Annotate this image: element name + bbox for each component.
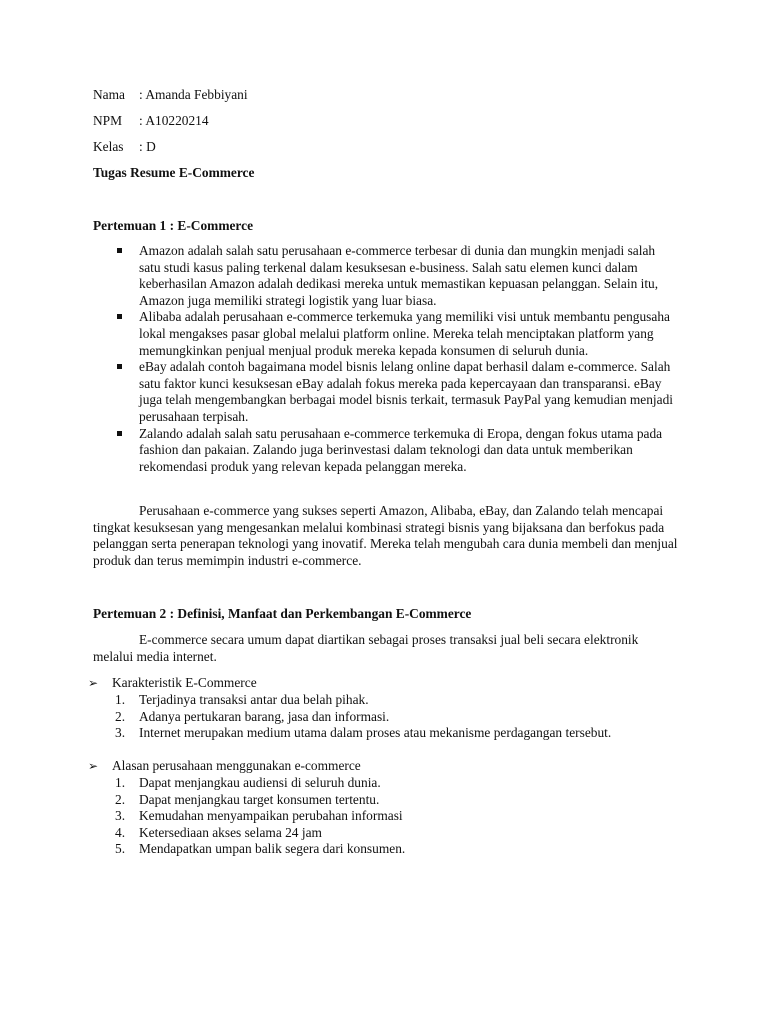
list-item: 1. Dapat menjangkau audiensi di seluruh dunia.: [115, 775, 381, 790]
square-bullet-icon: [117, 431, 122, 436]
section1-heading: Pertemuan 1 : E-Commerce: [93, 218, 254, 233]
section1-paragraph: Perusahaan e-commerce yang sukses seperti Amazon, Alibaba, eBay, dan Zalando telah mencapai tingkat kesuksesan yang mengesankan melalui kombinasi strategi bisnis yang bijaksana dan berfokus pada pelanggan serta penerapan teknologi yang inovatif. Mereka telah mengubah cara dunia membeli dan menjual produk dan terus memimpin industri e-commerce.: [93, 503, 678, 568]
square-bullet-icon: [117, 314, 122, 319]
npm-row: [93, 113, 209, 130]
npm-value: : A10220214: [139, 113, 209, 128]
list-item: 2. Adanya pertukaran barang, jasa dan informasi.: [115, 708, 390, 724]
section2-heading: Pertemuan 2 : Definisi, Manfaat dan Perkembangan E-Commerce: [93, 606, 472, 621]
list1-title: Karakteristik E-Commerce: [112, 675, 257, 690]
document-title: Tugas Resume E-Commerce: [93, 165, 255, 180]
section1-bullet-list: [139, 243, 679, 475]
list-item: Zalando adalah salah satu perusahaan e-commerce terkemuka di Eropa, dengan fokus utama pada fashion dan pakaian. Zalando juga berinvestasi dalam teknologi dan data untuk memberikan rekomendasi produk yang relevan kepada pelanggan mereka.: [139, 426, 679, 476]
list-item: 4. Ketersediaan akses selama 24 jam: [115, 824, 322, 840]
kelas-value: : D: [139, 139, 156, 154]
square-bullet-icon: [117, 248, 122, 253]
list-item: Alibaba adalah perusahaan e-commerce terkemuka yang memiliki visi untuk membantu pengusaha lokal mengakses pasar global melalui platform online. Mereka telah menciptakan platform yang memungkinkan penjual menjual produk mereka kepada konsumen di seluruh dunia.: [139, 309, 679, 359]
name-label: Nama: [93, 87, 125, 102]
list-item: 3. Kemudahan menyampaikan perubahan informasi: [115, 808, 403, 824]
square-bullet-icon: [117, 364, 122, 369]
name-value: : Amanda Febbiyani: [139, 87, 248, 102]
list-item: 3. Internet merupakan medium utama dalam proses atau mekanisme perdagangan tersebut.: [115, 725, 612, 741]
list-item: Amazon adalah salah satu perusahaan e-commerce terbesar di dunia dan mungkin menjadi salah satu studi kasus paling terkenal dalam kesuksesan e-business. Salah satu elemen kunci dalam keberhasilan Amazon adalah dedikasi mereka untuk memastikan kepuasan pelanggan. Selain itu, Amazon juga memiliki strategi logistik yang luar biasa.: [139, 243, 679, 309]
section2-paragraph: E-commerce secara umum dapat diartikan sebagai proses transaksi jual beli secara elektronik melalui media internet.: [93, 632, 639, 664]
kelas-label: Kelas: [93, 139, 124, 154]
arrow-bullet-icon: ➢: [88, 759, 99, 773]
list-item: 1. Terjadinya transaksi antar dua belah pihak.: [115, 692, 369, 707]
list2-title: Alasan perusahaan menggunakan e-commerce: [112, 758, 361, 773]
kelas-row: [93, 139, 156, 156]
list-item: 5. Mendapatkan umpan balik segera dari konsumen.: [115, 841, 406, 857]
list2: [115, 775, 405, 858]
list-item: 2. Dapat menjangkau target konsumen tertentu.: [115, 791, 380, 807]
npm-label: NPM: [93, 113, 123, 128]
arrow-bullet-icon: ➢: [88, 676, 99, 690]
list1-title-row: [88, 675, 257, 692]
name-row: [93, 87, 248, 104]
list2-title-row: [88, 758, 361, 775]
list-item: eBay adalah contoh bagaimana model bisnis lelang online dapat berhasil dalam e-commerce. Salah satu faktor kunci kesuksesan eBay adalah fokus mereka pada kepercayaan dan transparansi. eBay juga telah mengembangkan berbagai model bisnis terkait, termasuk PayPal yang kemudian menjadi perusahaan terpisah.: [139, 359, 679, 425]
list1: [115, 692, 611, 742]
